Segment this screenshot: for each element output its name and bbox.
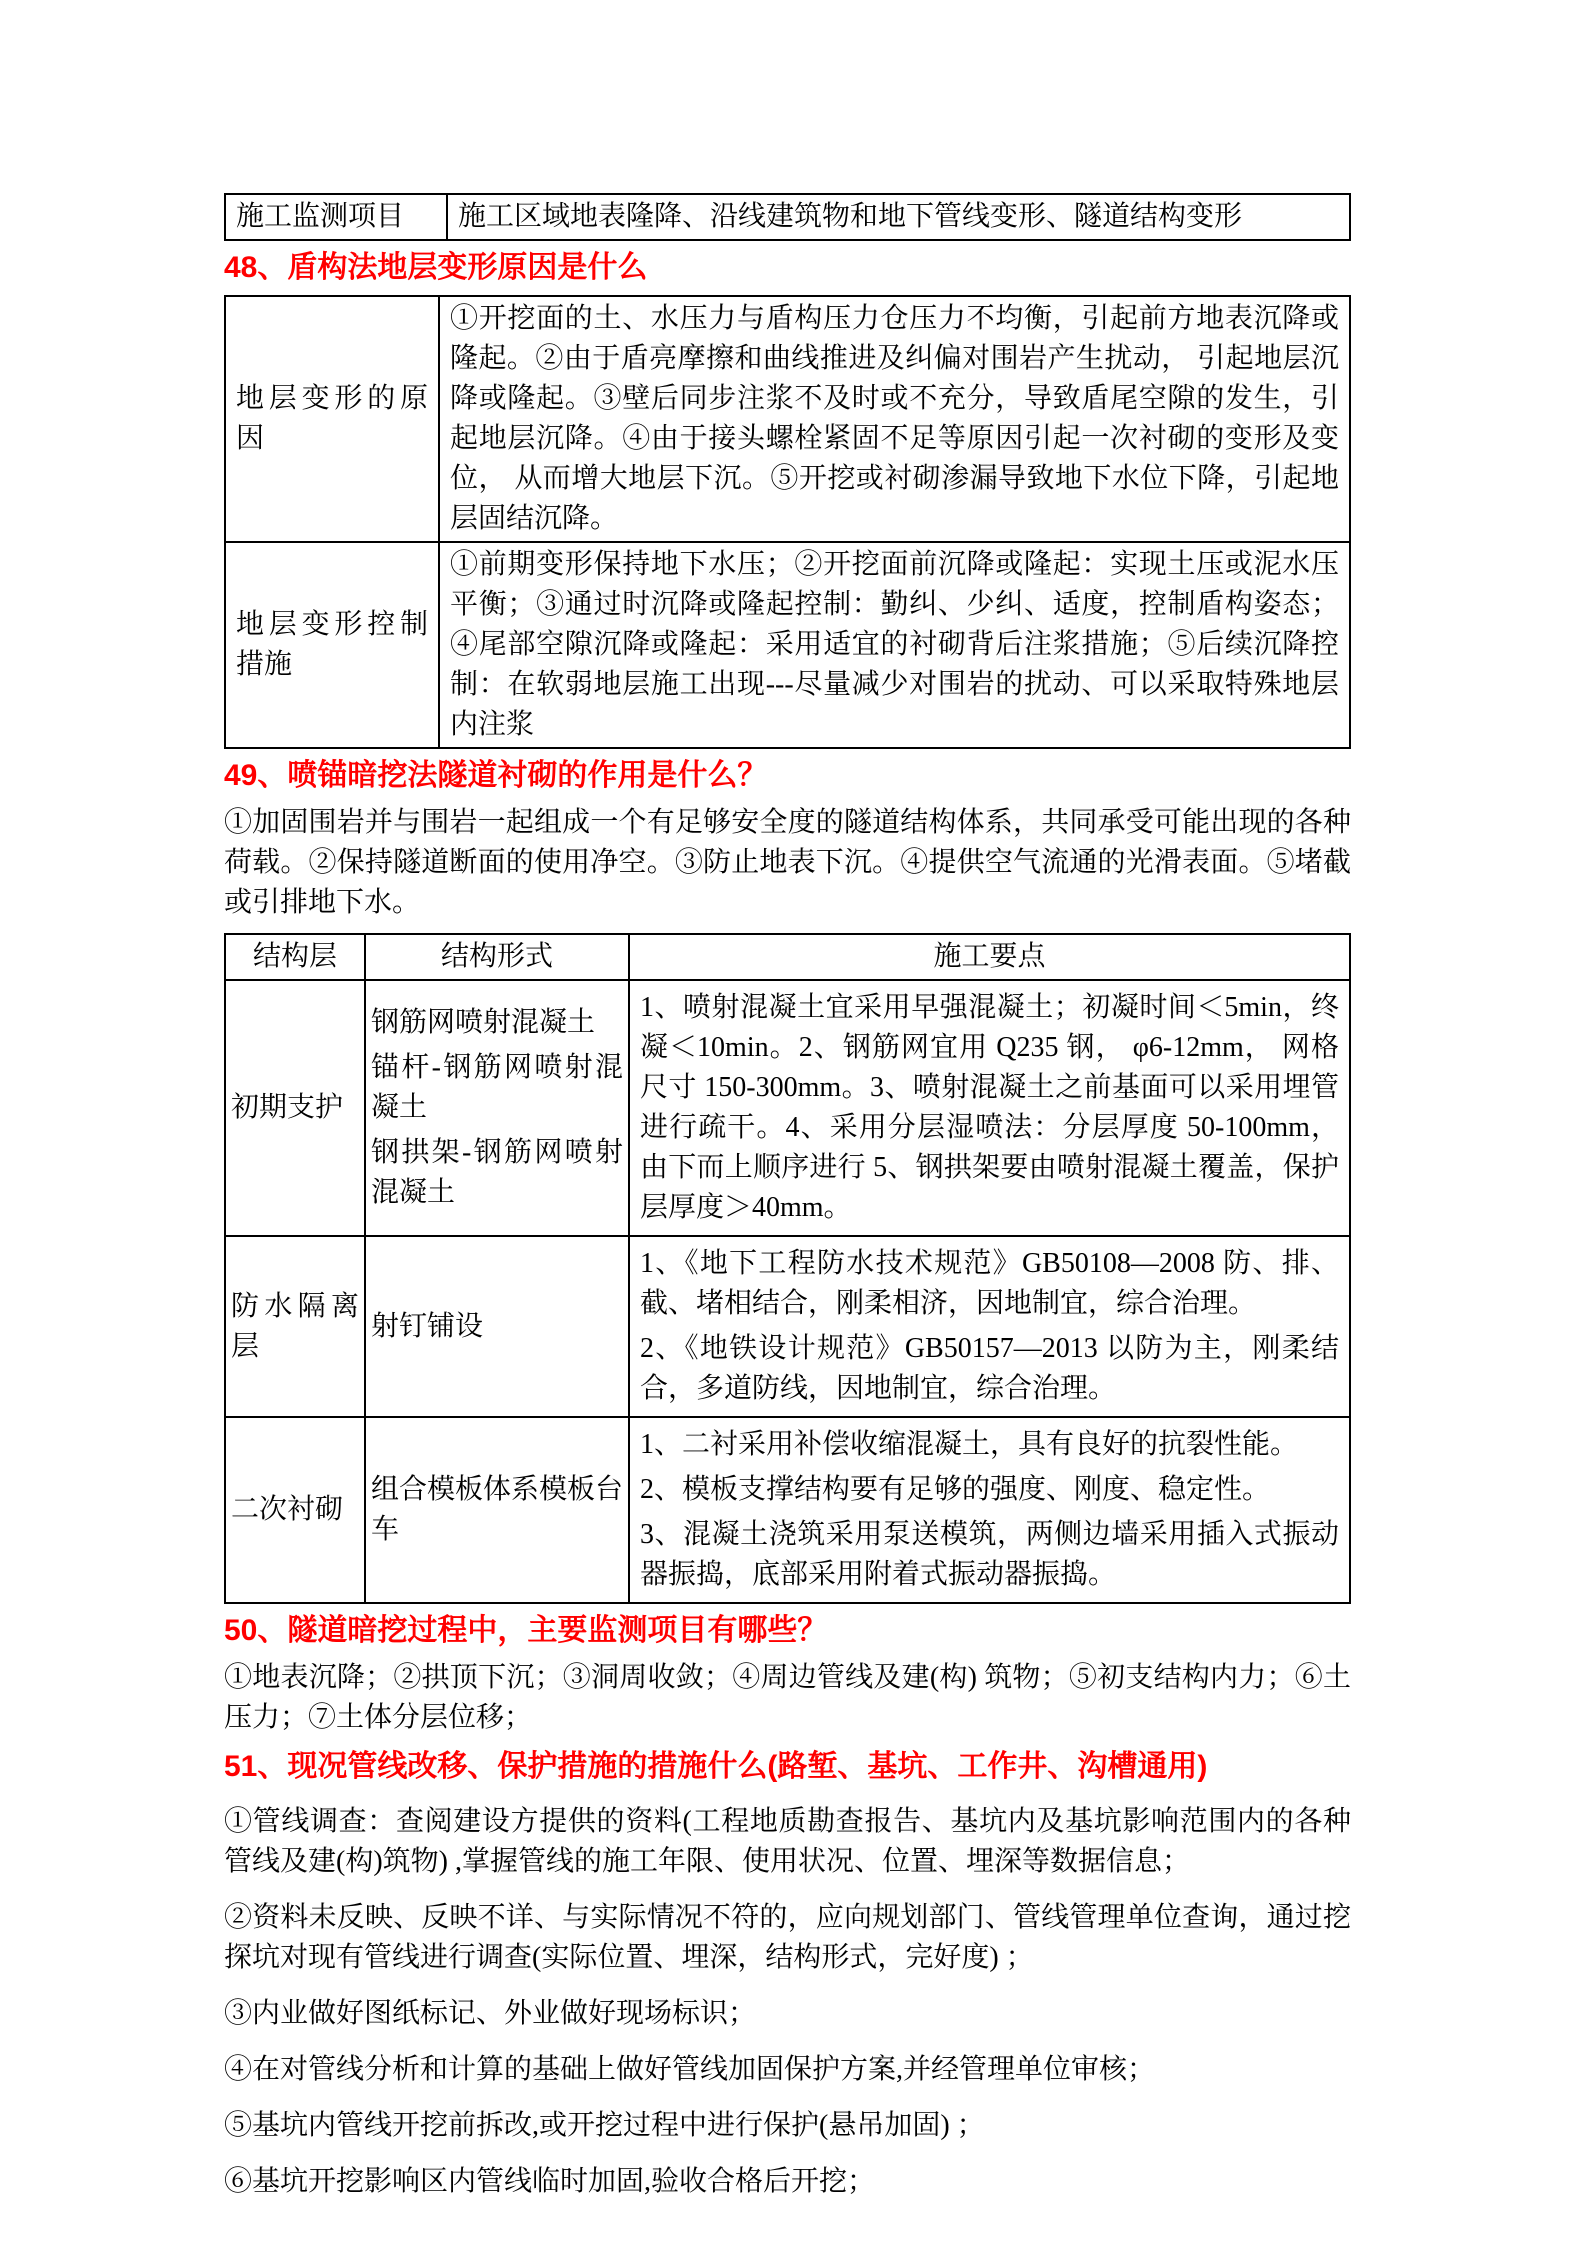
q49-row3-points-cell — [629, 1417, 1350, 1603]
q51-item: ②资料未反映、反映不详、与实际情况不符的，应向规划部门、管线管理单位查询，通过挖探坑对现有管线进行调查(实际位置、埋深，结构形式，完好度) ； — [224, 1902, 1351, 1973]
points-line: 2、模板支撑结构要有足够的强度、刚度、稳定性。 — [640, 1474, 1271, 1505]
table-row — [225, 194, 1350, 240]
q49-header-layer: 结构层 — [225, 934, 365, 980]
q48-heading: 48、盾构法地层变形原因是什么 — [224, 251, 648, 284]
form-line: 射钉铺设 — [371, 1310, 484, 1342]
form-line: 锚杆-钢筋网喷射混凝土 — [371, 1052, 623, 1123]
form-line: 钢筋网喷射混凝土 — [371, 1007, 596, 1038]
q51-item: ①管线调查：查阅建设方提供的资料(工程地质勘查报告、基坑内及基坑影响范围内的各种管线及建(构)筑物) ,掌握管线的施工年限、使用状况、位置、埋深等数据信息； — [224, 1806, 1351, 1877]
q48-row1-content-cell: ①开挖面的土、水压力与盾构压力仓压力不均衡，引起前方地表沉降或隆起。②由于盾亮摩擦和曲线推进及纠偏对围岩产生扰动， 引起地层沉降或隆起。③壁后同步注浆不及时或不充分，导致盾尾空隙的发生，引起地层沉降。④由于接头螺栓紧固不足等原因引起一次衬砌的变形及变位， 从而增大地层下沉。⑤开挖或衬砌渗漏导致地下水位下降，引起地层固结沉降。 — [439, 296, 1350, 542]
q51-item: ④在对管线分析和计算的基础上做好管线加固保护方案,并经管理单位审核； — [224, 2054, 1156, 2085]
document-page — [224, 193, 1351, 2218]
table-header-row — [225, 934, 1350, 980]
q49-table — [224, 933, 1351, 1604]
points-line: 3、混凝土浇筑采用泵送模筑，两侧边墙采用插入式振动器振捣，底部采用附着式振动器振捣。 — [640, 1519, 1339, 1590]
q50-heading: 50、隧道暗挖过程中，主要监测项目有哪些？ — [224, 1614, 828, 1647]
q49-row3-layer-cell: 二次衬砌 — [225, 1417, 365, 1603]
table-row — [225, 1417, 1350, 1603]
q49-row3-form-cell — [365, 1417, 629, 1603]
points-line: 2、《地铁设计规范》GB50157—2013 以防为主，刚柔结合，多道防线，因地制宜，综合治理。 — [640, 1333, 1339, 1404]
monitor-label-cell: 施工监测项目 — [225, 194, 447, 240]
monitor-table — [224, 193, 1351, 241]
q51-item: ③内业做好图纸标记、外业做好现场标识； — [224, 1998, 757, 2029]
q51-item: ⑤基坑内管线开挖前拆改,或开挖过程中进行保护(悬吊加固) ； — [224, 2110, 985, 2141]
points-line: 1、喷射混凝土宜采用早强混凝土；初凝时间＜5min，终凝＜10min。2、钢筋网宜用 Q235 钢， φ6-12mm， 网格尺寸 150-300mm。3、喷射混凝土之前基面可以采用埋管进行疏干。4、采用分层湿喷法：分层厚度 50-100mm， 由下而上顺序进行 5、钢拱架要由喷射混凝土覆盖，保护层厚度＞40mm。 — [640, 992, 1339, 1223]
q48-row2-content-cell: ①前期变形保持地下水压；②开挖面前沉降或隆起：实现土压或泥水压平衡；③通过时沉降或隆起控制：勤纠、少纠、适度，控制盾构姿态；④尾部空隙沉降或隆起：采用适宜的衬砌背后注浆措施；⑤后续沉降控制：在软弱地层施工出现---尽量减少对围岩的扰动、可以采取特殊地层内注浆 — [439, 542, 1350, 748]
points-line: 1、《地下工程防水技术规范》GB50108—2008 防、排、截、堵相结合，刚柔相济，因地制宜，综合治理。 — [640, 1248, 1339, 1319]
q49-row1-layer-cell: 初期支护 — [225, 980, 365, 1236]
form-line: 钢拱架-钢筋网喷射混凝土 — [371, 1137, 623, 1208]
q48-table — [224, 295, 1351, 749]
q49-row2-layer-cell: 防水隔离层 — [225, 1236, 365, 1417]
monitor-value-cell: 施工区域地表隆降、沿线建筑物和地下管线变形、隧道结构变形 — [447, 194, 1350, 240]
q49-intro-paragraph: ①加固围岩并与围岩一起组成一个有足够安全度的隧道结构体系，共同承受可能出现的各种荷载。②保持隧道断面的使用净空。③防止地表下沉。④提供空气流通的光滑表面。⑤堵截或引排地下水。 — [224, 807, 1351, 918]
q51-item: ⑥基坑开挖影响区内管线临时加固,验收合格后开挖； — [224, 2166, 876, 2197]
table-row — [225, 296, 1350, 542]
q49-header-form: 结构形式 — [365, 934, 629, 980]
q49-heading: 49、喷锚暗挖法隧道衬砌的作用是什么？ — [224, 759, 768, 792]
q49-header-points: 施工要点 — [629, 934, 1350, 980]
q48-row2-label-cell: 地层变形控制措施 — [225, 542, 439, 748]
q49-row2-points-cell — [629, 1236, 1350, 1417]
table-row — [225, 542, 1350, 748]
table-row — [225, 980, 1350, 1236]
q49-row1-points-cell — [629, 980, 1350, 1236]
q50-paragraph: ①地表沉降；②拱顶下沉；③洞周收敛；④周边管线及建(构) 筑物；⑤初支结构内力；⑥土压力；⑦土体分层位移； — [224, 1662, 1351, 1733]
q49-row2-form-cell — [365, 1236, 629, 1417]
table-row — [225, 1236, 1350, 1417]
q51-heading: 51、现况管线改移、保护措施的措施什么(路堑、基坑、工作井、沟槽通用) — [224, 1750, 1208, 1783]
form-line: 组合模板体系模板台车 — [371, 1474, 624, 1545]
points-line: 1、二衬采用补偿收缩混凝土，具有良好的抗裂性能。 — [640, 1429, 1299, 1460]
q49-row1-form-cell — [365, 980, 629, 1236]
q48-row1-label-cell: 地层变形的原因 — [225, 296, 439, 542]
